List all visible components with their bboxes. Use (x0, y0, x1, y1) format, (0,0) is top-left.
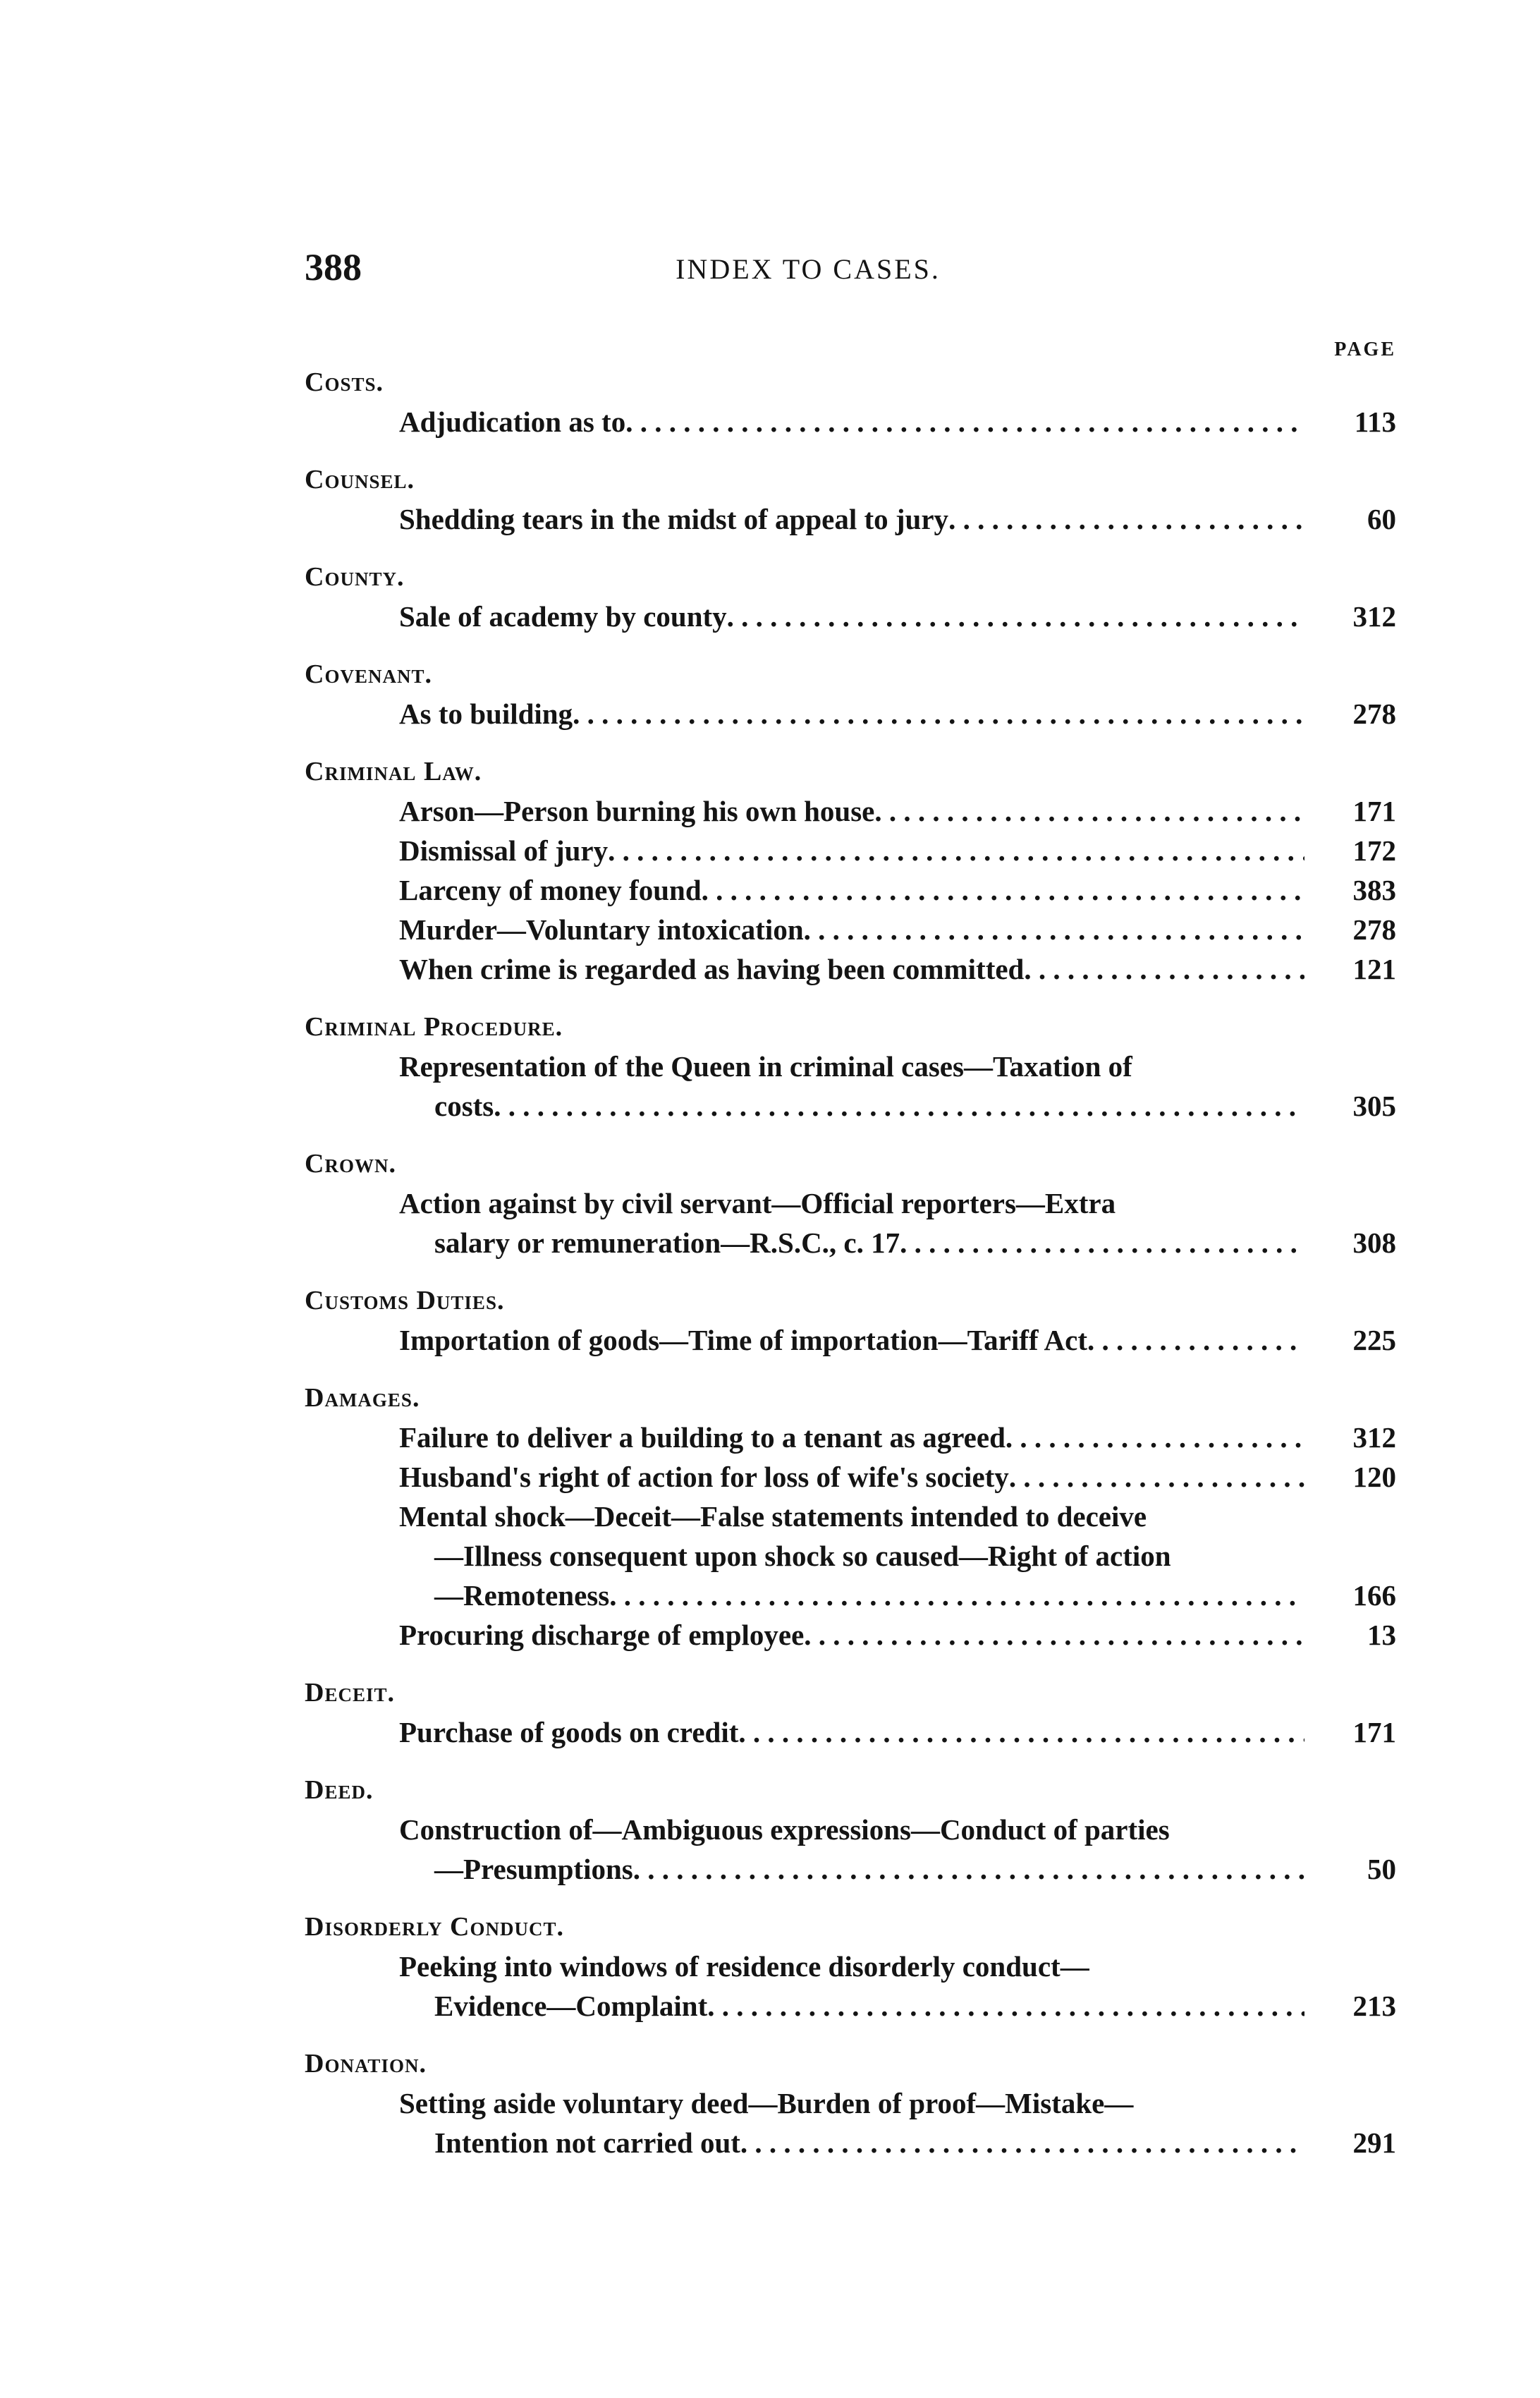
entry-line (399, 402, 1304, 442)
index-list (305, 363, 1396, 2181)
index-entry (305, 1810, 1396, 1889)
entry-line (399, 1712, 1304, 1752)
index-entry (305, 831, 1396, 870)
entry-line (399, 949, 1304, 989)
entry-page-number: 121 (1352, 953, 1396, 985)
entry-line (399, 1086, 1304, 1126)
entry-line (399, 831, 1304, 870)
entry-line (399, 1849, 1304, 1889)
index-entry (305, 791, 1396, 831)
entry-page-number: 166 (1352, 1579, 1396, 1612)
dot-leader (740, 2123, 1304, 2162)
entry-line (399, 1457, 1304, 1497)
section-heading: Disorderly Conduct. (305, 1912, 564, 1942)
index-section (305, 363, 1396, 442)
section-heading: Counsel. (305, 465, 415, 494)
page-column-label: PAGE (1334, 339, 1396, 360)
page-number: 388 (305, 246, 362, 288)
page-header (305, 245, 1396, 291)
index-entry (305, 402, 1396, 442)
entry-line (399, 2083, 1304, 2123)
entry-page-number: 383 (1352, 874, 1396, 906)
section-heading: Criminal Law. (305, 757, 482, 786)
entry-text: Sale of academy by county (399, 600, 727, 633)
index-section (305, 655, 1396, 734)
dot-leader (804, 1615, 1304, 1655)
dot-leader (609, 1576, 1304, 1615)
entry-text: Shedding tears in the midst of appeal to jury (399, 503, 949, 535)
index-section (305, 1144, 1396, 1262)
entry-line (399, 1418, 1304, 1457)
index-section (305, 557, 1396, 636)
entry-text: Construction of—Ambiguous expressions—Conduct of parties (399, 1813, 1170, 1846)
index-section (305, 752, 1396, 989)
dot-leader (804, 910, 1304, 949)
index-entry (305, 870, 1396, 910)
entry-text: Murder—Voluntary intoxication (399, 913, 804, 946)
dot-leader (874, 791, 1304, 831)
index-entry (305, 1320, 1396, 1360)
entry-page-number: 312 (1352, 1421, 1396, 1454)
entry-page-number: 225 (1352, 1324, 1396, 1356)
entry-line (399, 1497, 1304, 1536)
entry-page-number: 172 (1352, 834, 1396, 867)
entry-text: Procuring discharge of employee (399, 1619, 805, 1651)
entry-text: —Remoteness (434, 1579, 610, 1612)
entry-line (399, 1223, 1304, 1262)
entry-page-number: 308 (1352, 1227, 1396, 1259)
entry-text: —Presumptions (434, 1853, 633, 1885)
index-section (305, 1378, 1396, 1655)
index-entry (305, 1615, 1396, 1655)
index-entry (305, 910, 1396, 949)
index-section (305, 2044, 1396, 2162)
entry-text: Failure to deliver a building to a tenant as agreed (399, 1421, 1006, 1454)
index-entry (305, 499, 1396, 539)
entry-page-number: 305 (1352, 1090, 1396, 1122)
entry-line (399, 2123, 1304, 2162)
entry-text: Setting aside voluntary deed—Burden of proof—Mistake— (399, 2087, 1134, 2119)
dot-leader (494, 1086, 1304, 1126)
entry-line (399, 1986, 1304, 2026)
section-heading: Criminal Procedure. (305, 1012, 563, 1042)
entry-line (399, 1947, 1304, 1986)
index-entry (305, 1457, 1396, 1497)
section-heading: Damages. (305, 1383, 420, 1413)
entry-page-number: 13 (1367, 1619, 1396, 1651)
dot-leader (573, 694, 1304, 734)
entry-text: Evidence—Complaint (434, 1990, 708, 2022)
dot-leader (608, 831, 1304, 870)
entry-page-number: 213 (1352, 1990, 1396, 2022)
entry-text: Representation of the Queen in criminal cases—Taxation of (399, 1050, 1132, 1083)
index-entry (305, 1047, 1396, 1126)
entry-line (399, 499, 1304, 539)
dot-leader (948, 499, 1304, 539)
index-entry (305, 597, 1396, 636)
dot-leader (1087, 1320, 1304, 1360)
entry-line (399, 791, 1304, 831)
entry-text: Adjudication as to (399, 406, 626, 438)
entry-page-number: 278 (1352, 913, 1396, 946)
index-section (305, 460, 1396, 539)
entry-text: —Illness consequent upon shock so caused—Right of action (434, 1540, 1171, 1572)
entry-text: Mental shock—Deceit—False statements intended to deceive (399, 1500, 1147, 1533)
entry-line (399, 1320, 1304, 1360)
section-heading: Donation. (305, 2049, 427, 2079)
index-section (305, 1770, 1396, 1889)
entry-text: Intention not carried out (434, 2126, 740, 2159)
dot-leader (1006, 1418, 1304, 1457)
entry-text: salary or remuneration—R.S.C., c. 17 (434, 1227, 900, 1259)
entry-line (399, 1615, 1304, 1655)
dot-leader (727, 597, 1304, 636)
index-entry (305, 1497, 1396, 1615)
entry-page-number: 278 (1352, 698, 1396, 730)
index-entry (305, 1947, 1396, 2026)
index-entry (305, 949, 1396, 989)
entry-line (399, 1536, 1304, 1576)
section-heading: Costs. (305, 367, 384, 397)
dot-leader (1024, 949, 1304, 989)
entry-text: Arson—Person burning his own house (399, 795, 875, 827)
entry-line (399, 597, 1304, 636)
index-section (305, 1007, 1396, 1126)
index-section (305, 1673, 1396, 1752)
index-entry (305, 1712, 1396, 1752)
entry-text: Purchase of goods on credit (399, 1716, 739, 1748)
index-entry (305, 2083, 1396, 2162)
entry-text: Peeking into windows of residence disorderly conduct— (399, 1950, 1089, 1983)
entry-page-number: 50 (1367, 1853, 1396, 1885)
index-section (305, 1907, 1396, 2026)
index-entry (305, 1418, 1396, 1457)
entry-page-number: 291 (1352, 2126, 1396, 2159)
section-heading: Crown. (305, 1149, 396, 1179)
entry-line (399, 870, 1304, 910)
entry-page-number: 312 (1352, 600, 1396, 633)
entry-line (399, 694, 1304, 734)
entry-page-number: 120 (1352, 1461, 1396, 1493)
entry-page-number: 60 (1367, 503, 1396, 535)
entry-line (399, 1810, 1304, 1849)
entry-line (399, 1183, 1304, 1223)
entry-text: Husband's right of action for loss of wife's society (399, 1461, 1009, 1493)
entry-text: Importation of goods—Time of importation—Tariff Act (399, 1324, 1087, 1356)
entry-text: costs (434, 1090, 494, 1122)
section-heading: Deceit. (305, 1678, 395, 1708)
entry-page-number: 171 (1352, 1716, 1396, 1748)
index-entry (305, 694, 1396, 734)
entry-text: As to building (399, 698, 573, 730)
section-heading: Customs Duties. (305, 1286, 505, 1315)
dot-leader (702, 870, 1304, 910)
entry-page-number: 113 (1354, 406, 1396, 438)
entry-text: Action against by civil servant—Official reporters—Extra (399, 1187, 1116, 1219)
entry-line (399, 910, 1304, 949)
dot-leader (900, 1223, 1304, 1262)
running-title: INDEX TO CASES. (676, 253, 941, 285)
entry-line (399, 1576, 1304, 1615)
index-section (305, 1281, 1396, 1360)
entry-text: Dismissal of jury (399, 834, 609, 867)
dot-leader (625, 402, 1304, 442)
dot-leader (633, 1849, 1304, 1889)
entry-text: When crime is regarded as having been committed (399, 953, 1025, 985)
section-heading: County. (305, 562, 405, 592)
dot-leader (707, 1986, 1304, 2026)
index-entry (305, 1183, 1396, 1262)
dot-leader (738, 1712, 1304, 1752)
entry-text: Larceny of money found (399, 874, 702, 906)
dot-leader (1009, 1457, 1304, 1497)
section-heading: Deed. (305, 1775, 374, 1805)
section-heading: Covenant. (305, 659, 432, 689)
entry-line (399, 1047, 1304, 1086)
entry-page-number: 171 (1352, 795, 1396, 827)
